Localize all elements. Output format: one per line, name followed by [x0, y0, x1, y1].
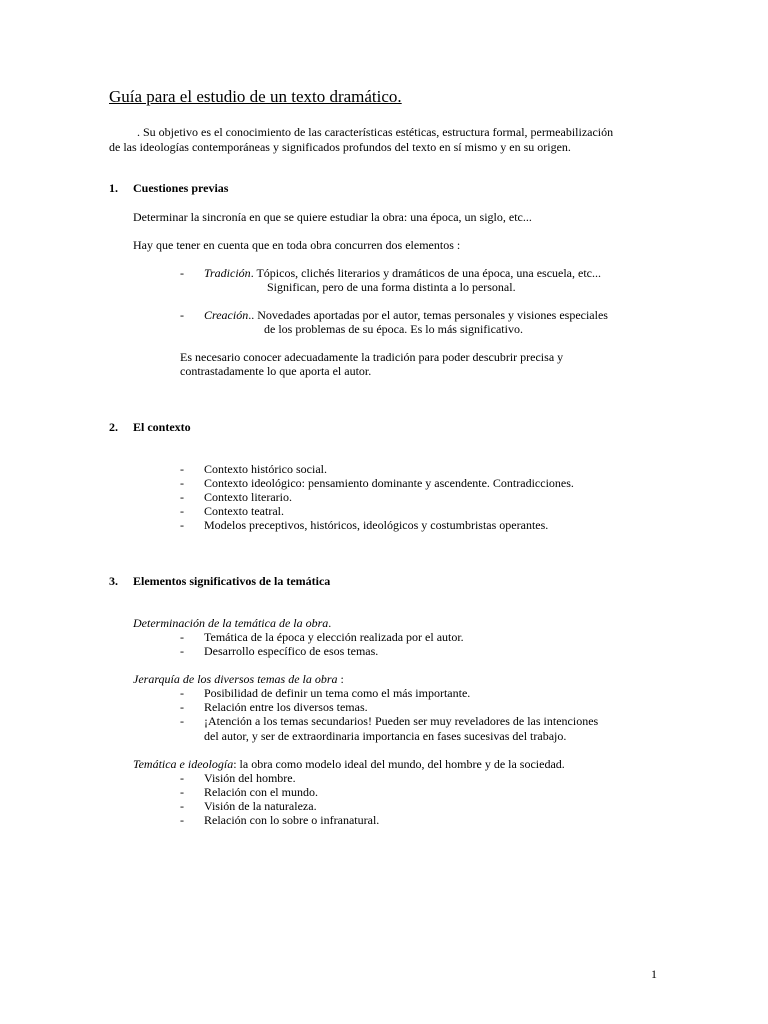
list-dash: - — [180, 714, 184, 728]
list-dash: - — [180, 644, 184, 658]
subsection-2-title: Jerarquía de los diversos temas de la obra — [133, 672, 338, 686]
subsection-2-suffix: : — [337, 672, 344, 686]
section-1-paragraph-3-line-1: Es necesario conocer adecuadamente la tradición para poder descubrir precisa y — [180, 350, 564, 364]
section-1-number: 1. — [109, 181, 118, 195]
tradicion-line-2: Significan, pero de una forma distinta a lo personal. — [267, 280, 516, 294]
list-dash: - — [180, 785, 184, 799]
subsection-3-suffix: : la obra como modelo ideal del mundo, del hombre y de la sociedad. — [233, 757, 565, 771]
list-dash: - — [180, 490, 184, 504]
list-item: Relación entre los diversos temas. — [204, 700, 368, 714]
subsection-2-heading — [133, 672, 344, 686]
creacion-text: .. Novedades aportadas por el autor, temas personales y visiones especiales — [248, 308, 608, 322]
subsection-3-heading — [133, 757, 565, 771]
list-item: Posibilidad de definir un tema como el más importante. — [204, 686, 471, 700]
list-dash: - — [180, 686, 184, 700]
list-dash: - — [180, 518, 184, 532]
subsection-1-suffix: . — [328, 616, 332, 630]
list-dash: - — [180, 799, 184, 813]
list-item: Relación con lo sobre o infranatural. — [204, 813, 380, 827]
creacion-term: Creación — [204, 308, 249, 322]
tradicion-text: . Tópicos, clichés literarios y dramáticos de una época, una escuela, etc... — [250, 266, 601, 280]
list-item: Visión del hombre. — [204, 771, 296, 785]
list-item: ¡Atención a los temas secundarios! Pueden ser muy reveladores de las intenciones — [204, 714, 599, 728]
page-number: 1 — [651, 967, 657, 981]
intro-line-1: . Su objetivo es el conocimiento de las características estéticas, estructura formal, permeabilización — [137, 125, 614, 139]
list-item: Visión de la naturaleza. — [204, 799, 317, 813]
tradicion-line-1 — [204, 266, 601, 280]
section-3-heading: Elementos significativos de la temática — [133, 574, 331, 588]
subsection-1-heading — [133, 616, 331, 630]
tradicion-term: Tradición — [204, 266, 251, 280]
list-item: Relación con el mundo. — [204, 785, 318, 799]
section-2-heading: El contexto — [133, 420, 191, 434]
section-3-number: 3. — [109, 574, 118, 588]
intro-line-2: de las ideologías contemporáneas y significados profundos del texto en sí mismo y en su origen. — [109, 140, 571, 154]
list-item: Contexto teatral. — [204, 504, 284, 518]
subsection-3-title: Temática e ideología — [133, 757, 234, 771]
list-item: Contexto ideológico: pensamiento dominante y ascendente. Contradicciones. — [204, 476, 574, 490]
list-dash: - — [180, 771, 184, 785]
list-item: Contexto literario. — [204, 490, 292, 504]
list-item: Temática de la época y elección realizada por el autor. — [204, 630, 464, 644]
section-1-paragraph-1: Determinar la sincronía en que se quiere estudiar la obra: una época, un siglo, etc... — [133, 210, 532, 224]
section-1-paragraph-2: Hay que tener en cuenta que en toda obra concurren dos elementos : — [133, 238, 461, 252]
creacion-line-2: de los problemas de su época. Es lo más significativo. — [264, 322, 523, 336]
list-item-continuation: del autor, y ser de extraordinaria importancia en fases sucesivas del trabajo. — [204, 729, 567, 743]
list-dash: - — [180, 813, 184, 827]
list-dash: - — [180, 462, 184, 476]
tradicion-dash: - — [180, 266, 184, 280]
list-item: Modelos preceptivos, históricos, ideológicos y costumbristas operantes. — [204, 518, 549, 532]
list-dash: - — [180, 476, 184, 490]
list-dash: - — [180, 504, 184, 518]
section-1-heading: Cuestiones previas — [133, 181, 229, 195]
subsection-1-title: Determinación de la temática de la obra — [133, 616, 329, 630]
creacion-dash: - — [180, 308, 184, 322]
creacion-line-1 — [204, 308, 608, 322]
section-1-paragraph-3-line-2: contrastadamente lo que aporta el autor. — [180, 364, 372, 378]
list-dash: - — [180, 700, 184, 714]
document-title: Guía para el estudio de un texto dramático. — [109, 87, 402, 106]
section-2-number: 2. — [109, 420, 118, 434]
list-item: Desarrollo específico de esos temas. — [204, 644, 379, 658]
list-dash: - — [180, 630, 184, 644]
list-item: Contexto histórico social. — [204, 462, 327, 476]
